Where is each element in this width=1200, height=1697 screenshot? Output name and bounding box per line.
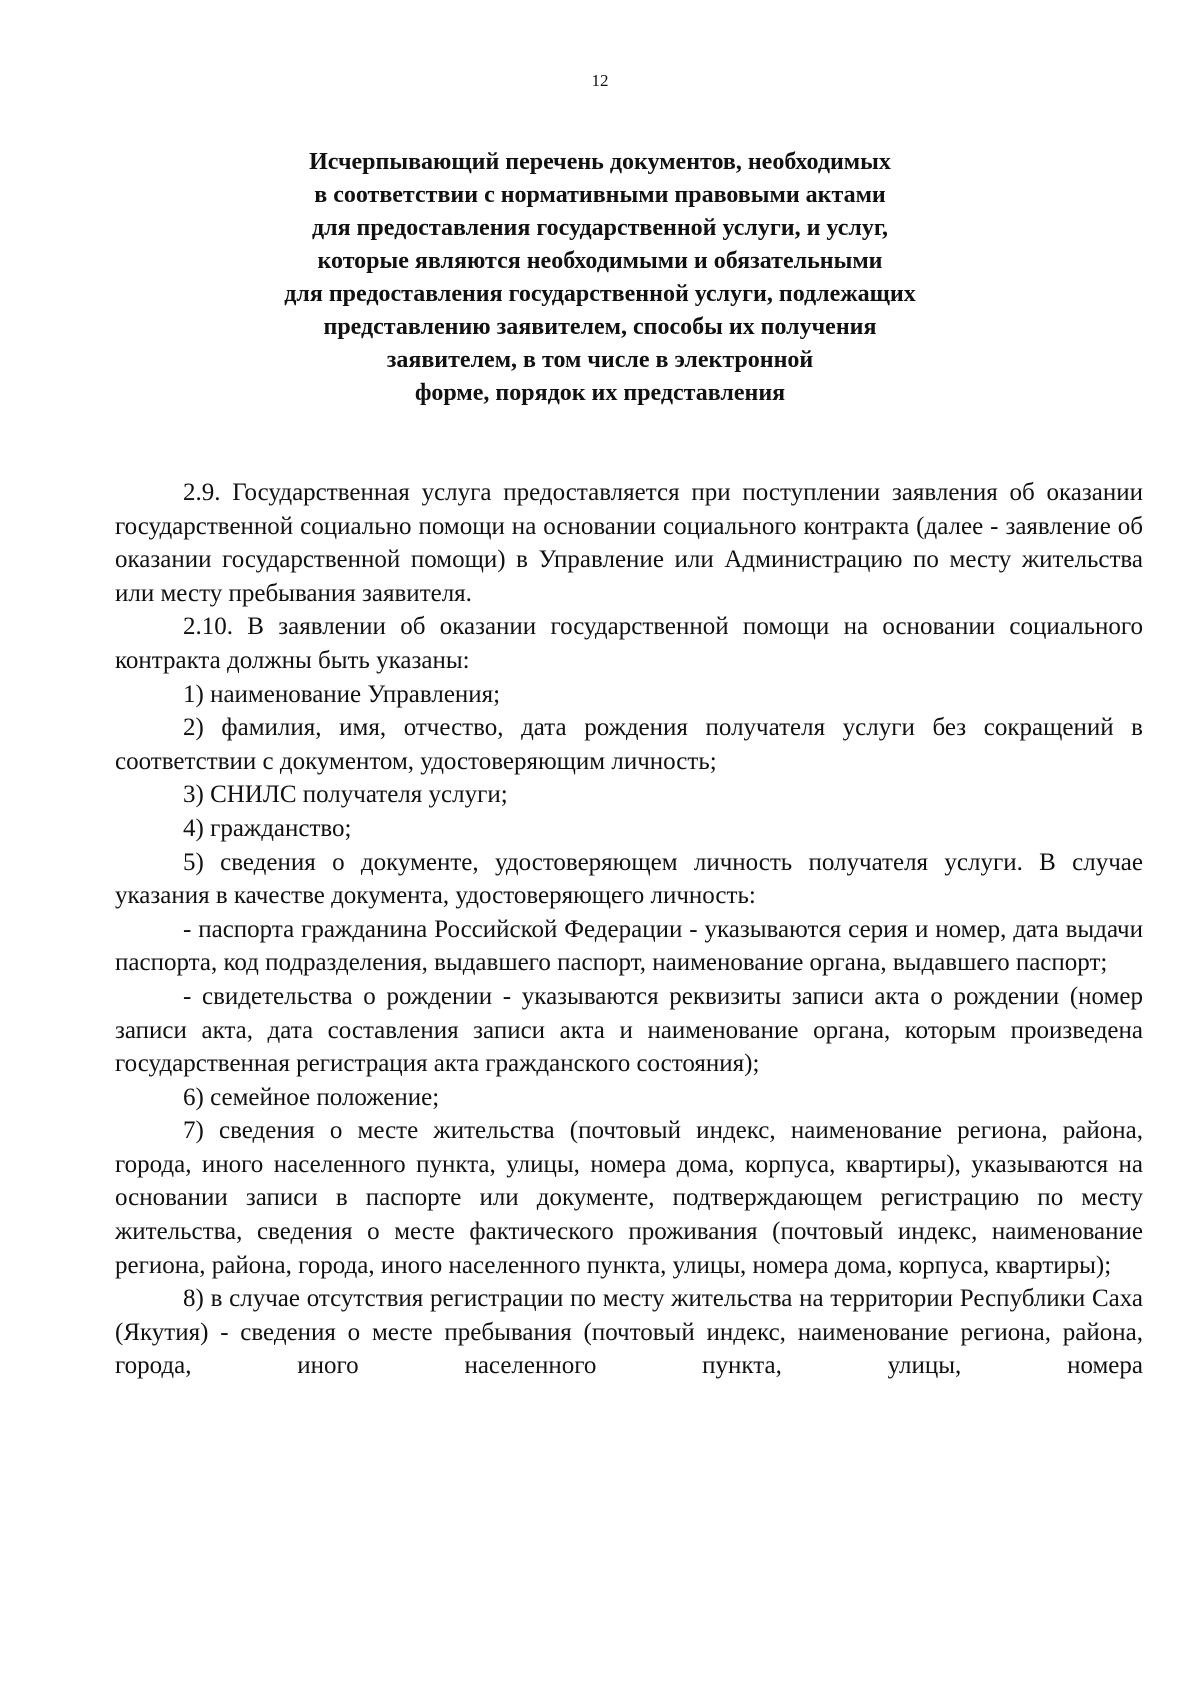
list-item-4: 4) гражданство; (183, 814, 352, 842)
document-body (115, 476, 1143, 1383)
heading-line: Исчерпывающий перечень документов, необходимых (309, 149, 891, 175)
list-item-6: 6) семейное положение; (183, 1083, 440, 1111)
list-item-8: 8) в случае отсутствия регистрации по месту жительства на территории Республики Саха (Якутия) - сведения о месте пребывания (почтовый индекс, наименование региона, района, города, иного населенного пункта, улицы, номера (115, 1285, 1143, 1380)
list-item-1: 1) наименование Управления; (183, 680, 501, 708)
heading-line: для предоставления государственной услуги, подлежащих (284, 281, 916, 307)
page-number: 12 (591, 71, 609, 90)
list-item-3: 3) СНИЛС получателя услуги; (183, 781, 508, 809)
section-heading (150, 146, 1050, 410)
heading-line: форме, порядок их представления (414, 380, 786, 406)
sub-item-passport: - паспорта гражданина Российской Федерации - указываются серия и номер, дата выдачи паспорта, код подразделения, выдавшего паспорт, наименование органа, выдавшего паспорт; (115, 915, 1143, 977)
heading-line: в соответствии с нормативными правовыми актами (314, 182, 886, 208)
heading-line: представлению заявителем, способы их получения (323, 314, 877, 340)
list-item-2: 2) фамилия, имя, отчество, дата рождения получателя услуги без сокращений в соответствии с документом, удостоверяющим личность; (115, 714, 1143, 775)
list-item-7: 7) сведения о месте жительства (почтовый индекс, наименование региона, района, города, иного населенного пункта, улицы, номера дома, корпуса, квартиры), указываются на основании записи в паспорте или документе, подтверждающем регистрацию по месту жительства, сведения о месте фактического проживания (почтовый индекс, наименование региона, района, города, иного населенного пункта, улицы, номера дома, корпуса, квартиры); (115, 1117, 1143, 1279)
heading-line: которые являются необходимыми и обязательными (317, 248, 883, 274)
sub-item-birth-certificate: - свидетельства о рождении - указываются реквизиты записи акта о рождении (номер записи акта, дата составления записи акта и наименование органа, которым произведена государственная регистрация акта гражданского состояния); (115, 982, 1143, 1078)
heading-line: заявителем, в том числе в электронной (386, 347, 814, 373)
paragraph-2-10: 2.10. В заявлении об оказании государственной помощи на основании социального контракта должны быть указаны: (115, 613, 1143, 674)
list-item-5: 5) сведения о документе, удостоверяющем личность получателя услуги. В случае указания в качестве документа, удостоверяющего личность: (115, 848, 1143, 910)
paragraph-2-9: 2.9. Государственная услуга предоставляется при поступлении заявления об оказании государственной социально помощи на основании социального контракта (далее - заявление об оказании государственной помощи) в Управление или Администрацию по месту жительства или месту пребывания заявителя. (115, 479, 1143, 607)
heading-line: для предоставления государственной услуги, и услуг, (311, 215, 889, 241)
